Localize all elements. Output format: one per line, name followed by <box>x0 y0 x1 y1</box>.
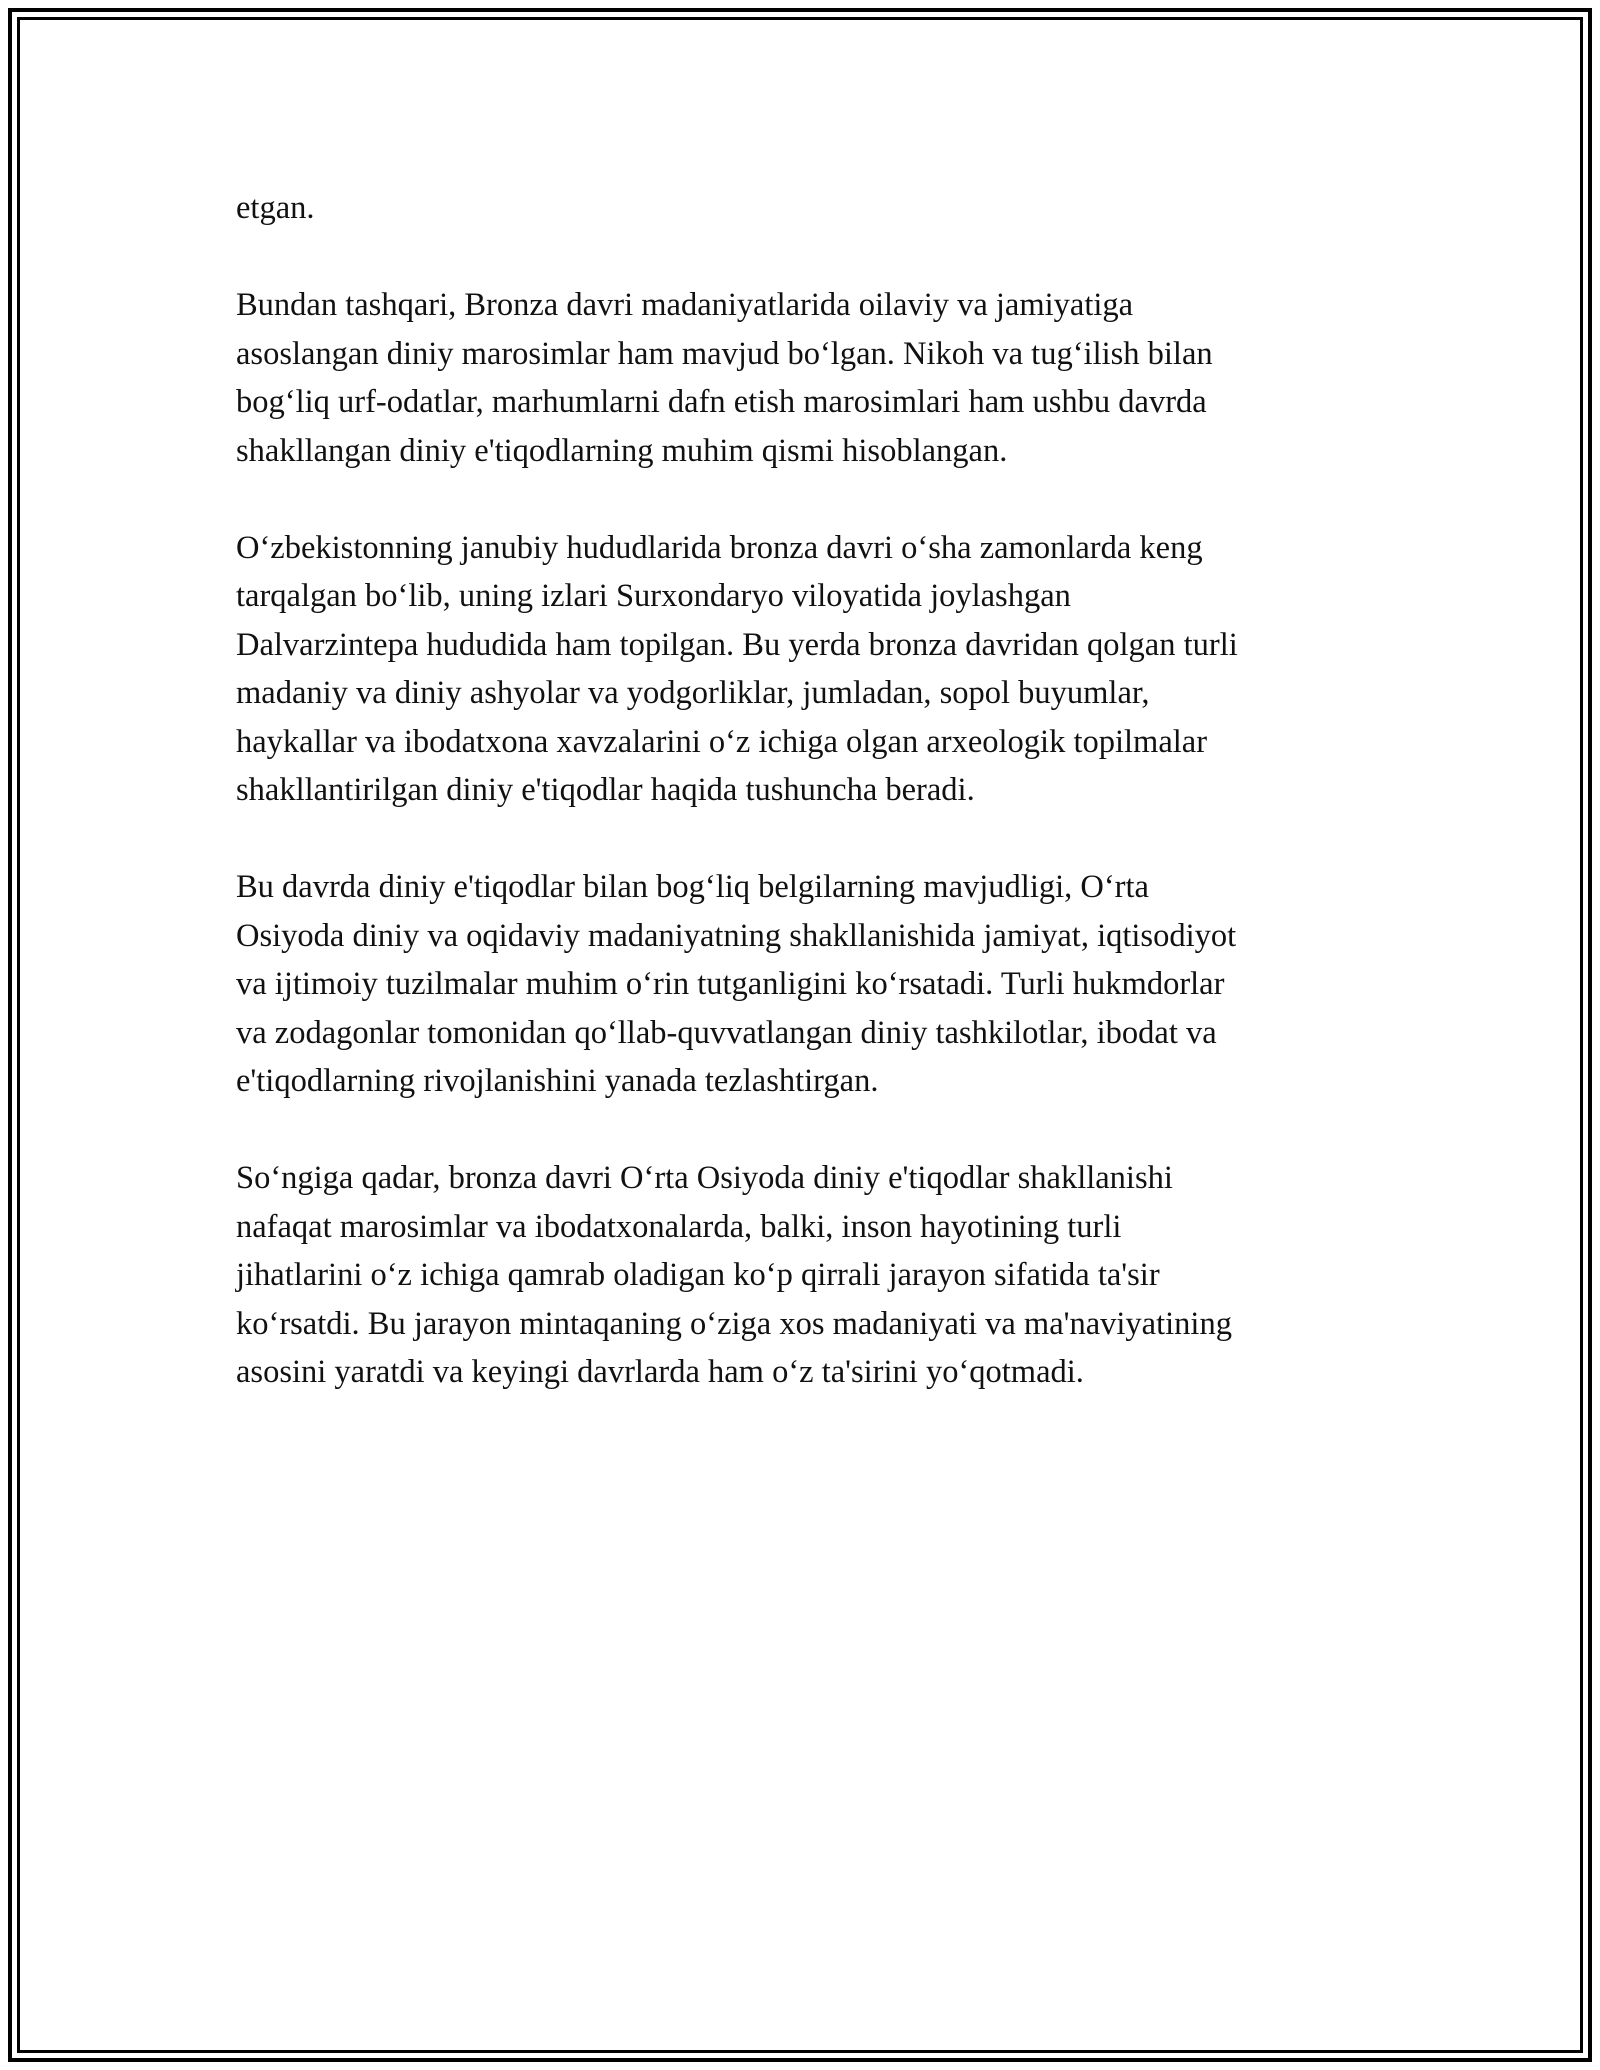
paragraph-5 <box>236 1154 1376 1397</box>
text-line: asosini yaratdi va keyingi davrlarda ham o‘z ta'sirini yo‘qotmadi. <box>236 1354 1084 1390</box>
text-line: Bu davrda diniy e'tiqodlar bilan bog‘liq belgilarning mavjudligi, O‘rta <box>236 869 1149 905</box>
text-line: bog‘liq urf-odatlar, marhumlarni dafn etish marosimlari ham ushbu davrda <box>236 384 1207 420</box>
text-line: Osiyoda diniy va oqidaviy madaniyatning shakllanishida jamiyat, iqtisodiyot <box>236 917 1237 954</box>
document-body <box>236 184 1376 1445</box>
text-line: O‘zbekistonning janubiy hududlarida bronza davri o‘sha zamonlarda keng <box>236 529 1203 566</box>
text-line: jihatlarini o‘z ichiga qamrab oladigan ko‘p qirrali jarayon sifatida ta'sir <box>236 1257 1160 1293</box>
text-line: nafaqat marosimlar va ibodatxonalarda, balki, inson hayotining turli <box>236 1208 1122 1245</box>
paragraph-1 <box>236 184 1376 233</box>
text-line: shakllantirilgan diniy e'tiqodlar haqida tushuncha beradi. <box>236 772 975 808</box>
text-line: etgan. <box>236 190 315 226</box>
text-line: shakllangan diniy e'tiqodlarning muhim qismi hisoblangan. <box>236 432 1008 469</box>
text-line: haykallar va ibodatxona xavzalarini o‘z ichiga olgan arxeologik topilmalar <box>236 723 1208 760</box>
text-line: madaniy va diniy ashyolar va yodgorliklar, jumladan, sopol buyumlar, <box>236 675 1150 711</box>
text-line: e'tiqodlarning rivojlanishini yanada tezlashtirgan. <box>236 1063 879 1099</box>
text-line: So‘ngiga qadar, bronza davri O‘rta Osiyoda diniy e'tiqodlar shakllanishi <box>236 1160 1173 1196</box>
paragraph-2 <box>236 281 1376 475</box>
paragraph-4 <box>236 863 1376 1106</box>
paragraph-3 <box>236 524 1376 815</box>
text-line: va zodagonlar tomonidan qo‘llab-quvvatlangan diniy tashkilotlar, ibodat va <box>236 1014 1217 1051</box>
text-line: va ijtimoiy tuzilmalar muhim o‘rin tutganligini ko‘rsatadi. Turli hukmdorlar <box>236 966 1225 1002</box>
text-line: Bundan tashqari, Bronza davri madaniyatlarida oilaviy va jamiyatiga <box>236 287 1134 323</box>
text-line: ko‘rsatdi. Bu jarayon mintaqaning o‘ziga xos madaniyati va ma'naviyatining <box>236 1305 1232 1342</box>
text-line: Dalvarzintepa hududida ham topilgan. Bu yerda bronza davridan qolgan turli <box>236 626 1238 663</box>
text-line: tarqalgan bo‘lib, uning izlari Surxondaryo viloyatida joylashgan <box>236 578 1071 614</box>
text-line: asoslangan diniy marosimlar ham mavjud bo‘lgan. Nikoh va tug‘ilish bilan <box>236 335 1213 372</box>
